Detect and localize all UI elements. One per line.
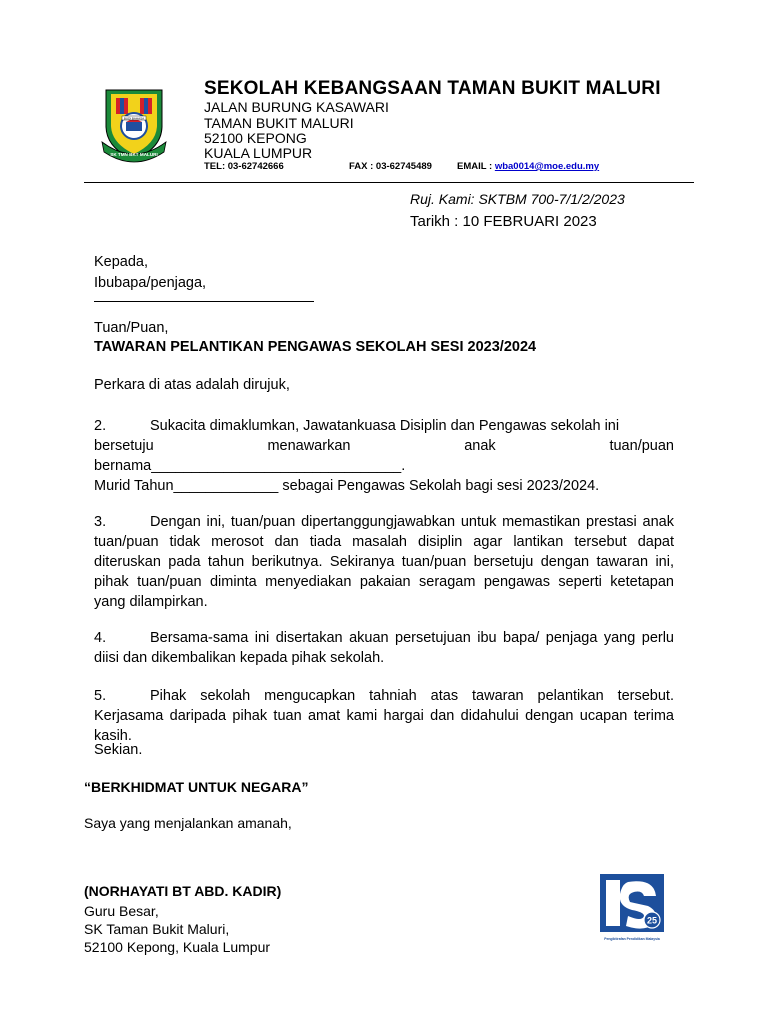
paragraph-2-line-3: bernama_______________________________.: [94, 458, 406, 474]
fax-number: FAX : 03-62745489: [349, 161, 432, 172]
paragraph-5-rest: Kerjasama daripada pihak tuan amat kami hargai dan didahului dengan ucapan terima kasih.: [94, 708, 674, 744]
certification-badge-logo: [598, 872, 666, 944]
motto: “BERKHIDMAT UNTUK NEGARA”: [84, 779, 309, 795]
paragraph-5-number: 5.: [94, 688, 107, 704]
signoff: Saya yang menjalankan amanah,: [84, 815, 292, 831]
recipient-ibubapa: Ibubapa/penjaga,: [94, 275, 207, 291]
address-line-2: TAMAN BUKIT MALURI: [204, 115, 354, 131]
svg-text:25: 25: [646, 915, 658, 926]
svg-text:BUDI BAHASA: BUDI BAHASA: [123, 116, 145, 121]
paragraph-3-rest: anak tuan/puan tidak merosot dan tiada masalah disiplin agar lantikan tersebut dapat diteruskan pada tahun berikutnya. Sekiranya tuan/puan bersetuju dengan tawaran ini, pihak tuan/puan diminta menyediakan pakaian seragam pengawas seperti ketetapan yang dilampirkan.: [94, 514, 674, 610]
email-link[interactable]: wba0014@moe.edu.my: [494, 161, 600, 172]
paragraph-5: 5. Pihak sekolah mengucapkan tahniah atas tawaran pelantikan tersebut. Kerjasama daripada pihak tuan amat kami hargai dan didahului dengan ucapan terima kasih.: [94, 688, 674, 744]
address-line-4: KUALA LUMPUR: [204, 145, 313, 161]
salutation: Tuan/Puan,: [94, 320, 169, 336]
reference-number: Ruj. Kami: SKTBM 700-7/1/2/2023: [410, 191, 625, 207]
letterhead-divider: [84, 182, 694, 183]
school-name: SEKOLAH KEBANGSAAN TAMAN BUKIT MALURI: [204, 78, 661, 99]
paragraph-4-number: 4.: [94, 630, 107, 646]
address-line-3: 52100 KEPONG: [204, 130, 307, 146]
letter-date: Tarikh : 10 FEBRUARI 2023: [410, 213, 597, 230]
signer-title: Guru Besar,: [84, 903, 159, 919]
paragraph-2-line-2: bersetuju menawarkan anak tuan/puan: [94, 438, 674, 454]
recipient-kepada: Kepada,: [94, 254, 149, 270]
paragraph-2-line-1: [94, 416, 674, 436]
recipient-name-blank: [94, 301, 314, 302]
paragraph-2-line-4: Murid Tahun_____________ sebagai Pengawas Sekolah bagi sesi 2023/2024.: [94, 478, 600, 494]
letter-subject: TAWARAN PELANTIKAN PENGAWAS SEKOLAH SESI 2023/2024: [94, 339, 537, 355]
address-line-1: JALAN BURUNG KASAWARI: [204, 99, 389, 115]
school-crest-logo: [98, 86, 170, 164]
signer-location: 52100 Kepong, Kuala Lumpur: [84, 939, 271, 955]
signer-name: (NORHAYATI BT ABD. KADIR): [84, 883, 282, 899]
paragraph-2: [94, 416, 674, 496]
paragraph-4: 4. Bersama-sama ini disertakan akuan persetujuan ibu bapa/ penjaga yang perlu diisi dan dikembalikan kepada pihak sekolah.: [94, 630, 674, 666]
paragraph-3-number: 3.: [94, 514, 107, 530]
svg-text:SK TMN BKT MALURI: SK TMN BKT MALURI: [110, 152, 158, 157]
telephone-number: TEL: 03-62742666: [204, 161, 284, 172]
email-label: EMAIL :: [457, 161, 493, 172]
signer-school: SK Taman Bukit Maluri,: [84, 921, 230, 937]
intro-line: Perkara di atas adalah dirujuk,: [94, 377, 290, 393]
paragraph-4-rest: perlu diisi dan dikembalikan kepada pihak sekolah.: [94, 630, 674, 666]
svg-text:Pengiktirafan Pendidikan Malay: Pengiktirafan Pendidikan Malaysia: [604, 937, 660, 941]
paragraph-3: 3. Dengan ini, tuan/puan dipertanggungjawabkan untuk memastikan prestasi anak tuan/puan tidak merosot dan tiada masalah disiplin agar lantikan tersebut dapat diteruskan pada tahun berikutnya. Sekiranya tuan/puan bersetuju dengan tawaran ini, pihak tuan/puan diminta menyediakan pakaian seragam pengawas seperti ketetapan yang dilampirkan.: [94, 514, 674, 610]
email-row: [457, 161, 599, 172]
closing-sekian: Sekian.: [94, 742, 143, 758]
paragraph-2-number: 2. Sukacita dimaklumkan, Jawatankuasa Disiplin dan Pengawas sekolah ini: [94, 418, 620, 434]
